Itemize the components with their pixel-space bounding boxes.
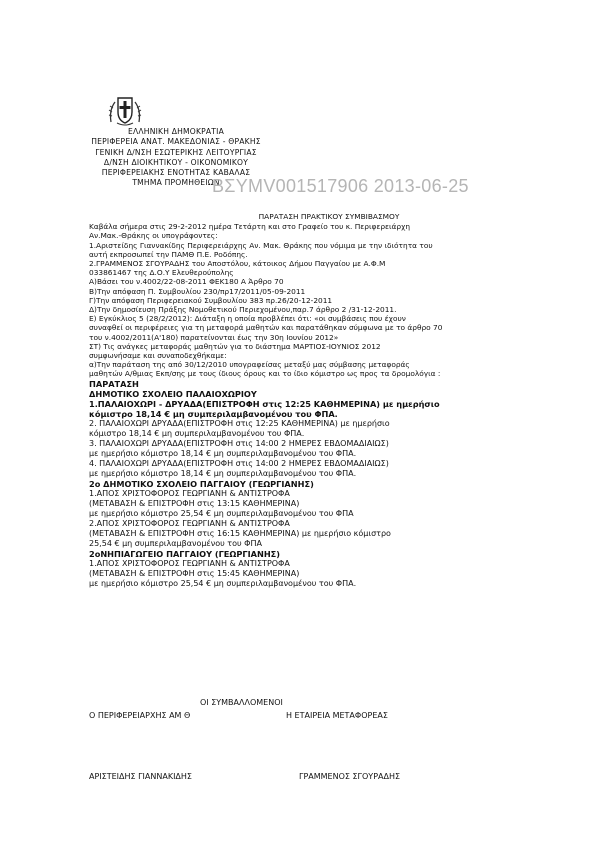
route-line: (ΜΕΤΑΒΑΣΗ & ΕΠΙΣΤΡΟΦΗ στις 15:45 ΚΑΘΗΜΕΡΙΝΑ) xyxy=(89,568,300,578)
signatory-right-name: ΓΡΑΜΜΕΝΟΣ ΣΓΟΥΡΑΔΗΣ xyxy=(299,772,401,781)
intro-line: Αν.Μακ.-Θράκης οι υπογράφοντες: xyxy=(89,231,218,241)
school-heading: ΔΗΜΟΤΙΚΟ ΣΧΟΛΕΙΟ ΠΑΛΑΙΟΧΩΡΙΟΥ xyxy=(89,388,257,399)
intro-line: του ν.4002/2011(Α'180) παρατείνονται έως την 30η Ιουνίου 2012» xyxy=(89,332,339,342)
greek-coat-of-arms-icon xyxy=(107,92,143,128)
document-body xyxy=(89,212,529,588)
route-line: 1.ΑΠΟΣ ΧΡΙΣΤΟΦΟΡΟΣ ΓΕΩΡΓΙΑΝΗ & ΑΝΤΙΣΤΡΟΦΑ xyxy=(89,558,290,568)
document-title: ΠΑΡΑΤΑΣΗ ΠΡΑΚΤΙΚΟΥ ΣΥΜΒΙΒΑΣΜΟΥ xyxy=(258,212,400,221)
route-line: (ΜΕΤΑΒΑΣΗ & ΕΠΙΣΤΡΟΦΗ στις 13:15 ΚΑΘΗΜΕΡΙΝΑ) xyxy=(89,499,300,509)
party-left-title: Ο ΠΕΡΙΦΕΡΕΙΑΡΧΗΣ ΑΜ Θ xyxy=(89,711,191,720)
intro-line: α)Την παράταση της από 30/12/2010 υπογραφείσας μεταξύ μας σύμβασης μεταφοράς xyxy=(89,360,410,370)
intro-line: Γ)Την απόφαση Περιφερειακού Συμβουλίου 383 πρ.26/20-12-2011 xyxy=(89,295,333,305)
intro-line: Β)Την απόφαση Π. Συμβουλίου 230/πρ17/2011/05-09-2011 xyxy=(89,286,306,296)
party-right-title: Η ΕΤΑΙΡΕΙΑ ΜΕΤΑΦΟΡΕΑΣ xyxy=(286,711,388,720)
route-line: με ημερήσιο κόμιστρο 18,14 € μη συμπεριλαμβανομένου του ΦΠΑ. xyxy=(89,469,357,478)
intro-line: Ε) Εγκύκλιος 5 (28/2/2012): Διάταξη η οποία προβλέπει ότι: «οι συμβάσεις που έχουν xyxy=(89,314,406,324)
header-line: ΓΕΝΙΚΗ Δ/ΝΣΗ ΕΣΩΤΕΡΙΚΗΣ ΛΕΙΤΟΥΡΓΙΑΣ xyxy=(95,147,257,157)
route-line: κόμιστρο 18,14 € μη συμπεριλαμβανομένου του ΦΠΑ. xyxy=(89,409,338,420)
document-id-stamp: ΒΣΥΜV001517906 2013-06-25 xyxy=(212,176,469,196)
intro-line: Α)Βάσει του ν.4002/22-08-2011 ΦΕΚ180 Α Άρθρο 70 xyxy=(89,277,284,287)
header-line: ΕΛΛΗΝΙΚΗ ΔΗΜΟΚΡΑΤΙΑ xyxy=(128,127,224,136)
intro-line: Δ)Την δημοσίευση Πράξης Νομοθετικού Περιεχομένου,παρ.7 άρθρο 2 /31-12-2011. xyxy=(89,305,397,315)
route-line: 3. ΠΑΛΑΙΟΧΩΡΙ ΔΡΥΑΔΑ(ΕΠΙΣΤΡΟΦΗ στις 14:00 2 ΗΜΕΡΕΣ ΕΒΔΟΜΑΔΙΑΙΩΣ) xyxy=(89,439,389,449)
intro-line: συμφωνήσαμε και συναποδεχθήκαμε: xyxy=(89,351,227,361)
route-line: 1.ΑΠΟΣ ΧΡΙΣΤΟΦΟΡΟΣ ΓΕΩΡΓΙΑΝΗ & ΑΝΤΙΣΤΡΟΦΑ xyxy=(89,489,290,499)
header-line: Δ/ΝΣΗ ΔΙΟΙΚΗΤΙΚΟΥ - ΟΙΚΟΝΟΜΙΚΟΥ xyxy=(103,157,249,167)
intro-line: Καβάλα σήμερα στις 29-2-2012 ημέρα Τετάρτη και στο Γραφείο του κ. Περιφερειάρχη xyxy=(89,222,411,232)
intro-line: 1.Αριστείδης Γιαννακίδης Περιφερειάρχης Αν. Μακ. Θράκης που νόμιμα με την ιδιότητα του xyxy=(89,240,433,250)
header-line: ΤΜΗΜΑ ΠΡΟΜΗΘΕΙΩΝ xyxy=(132,178,220,188)
school-heading: 2ο ΔΗΜΟΤΙΚΟ ΣΧΟΛΕΙΟ ΠΑΓΓΑΙΟΥ (ΓΕΩΡΓΙΑΝΗΣ) xyxy=(89,478,314,489)
route-line: (ΜΕΤΑΒΑΣΗ & ΕΠΙΣΤΡΟΦΗ στις 16:15 ΚΑΘΗΜΕΡΙΝΑ) με ημερήσιο κόμιστρο xyxy=(89,528,391,538)
route-line: κόμιστρο 18,14 € μη συμπεριλαμβανομένου του ΦΠΑ. xyxy=(89,429,305,439)
school-heading: 2οΝΗΠΙΑΓΩΓΕΙΟ ΠΑΓΓΑΙΟΥ (ΓΕΩΡΓΙΑΝΗΣ) xyxy=(89,548,281,559)
intro-line: αυτή εκπροσωπεί την ΠΑΜΘ Π.Ε. Ροδόπης. xyxy=(89,249,248,259)
intro-line: μαθητών Α/θμιας Εκπ/σης με τους ίδιους όρους και το ίδιο κόμιστρο ως προς τα δρομολόγια : xyxy=(89,369,441,379)
contracting-parties-label: ΟΙ ΣΥΜΒΑΛΛΟΜΕΝΟΙ xyxy=(200,698,283,707)
route-line: 1.ΠΑΛΑΙΟΧΩΡΙ - ΔΡΥΑΔΑ(ΕΠΙΣΤΡΟΦΗ στις 12:25 ΚΑΘΗΜΕΡΙΝΑ) με ημερήσιο xyxy=(89,399,440,410)
intro-line: 2.ΓΡΑΜΜΕΝΟΣ ΣΓΟΥΡΑΔΗΣ του Αποστόλου, κάτοικος Δήμου Παγγαίου με Α.Φ.Μ xyxy=(89,259,386,269)
route-line: με ημερήσιο κόμιστρο 18,14 € μη συμπεριλαμβανομένου του ΦΠΑ. xyxy=(89,449,357,459)
route-line: με ημερήσιο κόμιστρο 25,54 € μη συμπεριλαμβανομένου του ΦΠΑ xyxy=(89,508,354,518)
route-line: 2. ΠΑΛΑΙΟΧΩΡΙ ΔΡΥΑΔΑ(ΕΠΙΣΤΡΟΦΗ στις 12:25 ΚΑΘΗΜΕΡΙΝΑ) με ημερήσιο xyxy=(89,419,390,429)
intro-line: ΣΤ) Τις ανάγκες μεταφοράς μαθητών για το διάστημα ΜΑΡΤΙΟΣ-ΙΟΥΝΙΟΣ 2012 xyxy=(89,341,381,351)
intro-line: 033861467 της Δ.Ο.Υ Ελευθερούπολης xyxy=(89,268,234,278)
extension-heading: ΠΑΡΑΤΑΣΗ xyxy=(89,378,139,389)
route-line: με ημερήσιο κόμιστρο 25,54 € μη συμπεριλαμβανομένου του ΦΠΑ. xyxy=(89,578,357,588)
header-line: ΠΕΡΙΦΕΡΕΙΑΚΗΣ ΕΝΟΤΗΤΑΣ ΚΑΒΑΛΑΣ xyxy=(101,168,251,178)
header-line: ΠΕΡΙΦΕΡΕΙΑ ΑΝΑΤ. ΜΑΚΕΔΟΝΙΑΣ - ΘΡΑΚΗΣ xyxy=(91,137,261,147)
route-line: 25,54 € μη συμπεριλαμβανομένου του ΦΠΑ xyxy=(89,538,262,548)
route-line: 4. ΠΑΛΑΙΟΧΩΡΙ ΔΡΥΑΔΑ(ΕΠΙΣΤΡΟΦΗ στις 14:00 2 ΗΜΕΡΕΣ ΕΒΔΟΜΑΔΙΑΙΩΣ) xyxy=(89,459,389,469)
route-line: 2.ΑΠΟΣ ΧΡΙΣΤΟΦΟΡΟΣ ΓΕΩΡΓΙΑΝΗ & ΑΝΤΙΣΤΡΟΦΑ xyxy=(89,518,290,528)
intro-line: συναφθεί οι περιφέρειες για τη μεταφορά μαθητών και παρατάθηκαν σύμφωνα με το άρθρο 70 xyxy=(89,323,443,333)
signatory-left-name: ΑΡΙΣΤΕΙΔΗΣ ΓΙΑΝΝΑΚΙΔΗΣ xyxy=(89,772,192,781)
